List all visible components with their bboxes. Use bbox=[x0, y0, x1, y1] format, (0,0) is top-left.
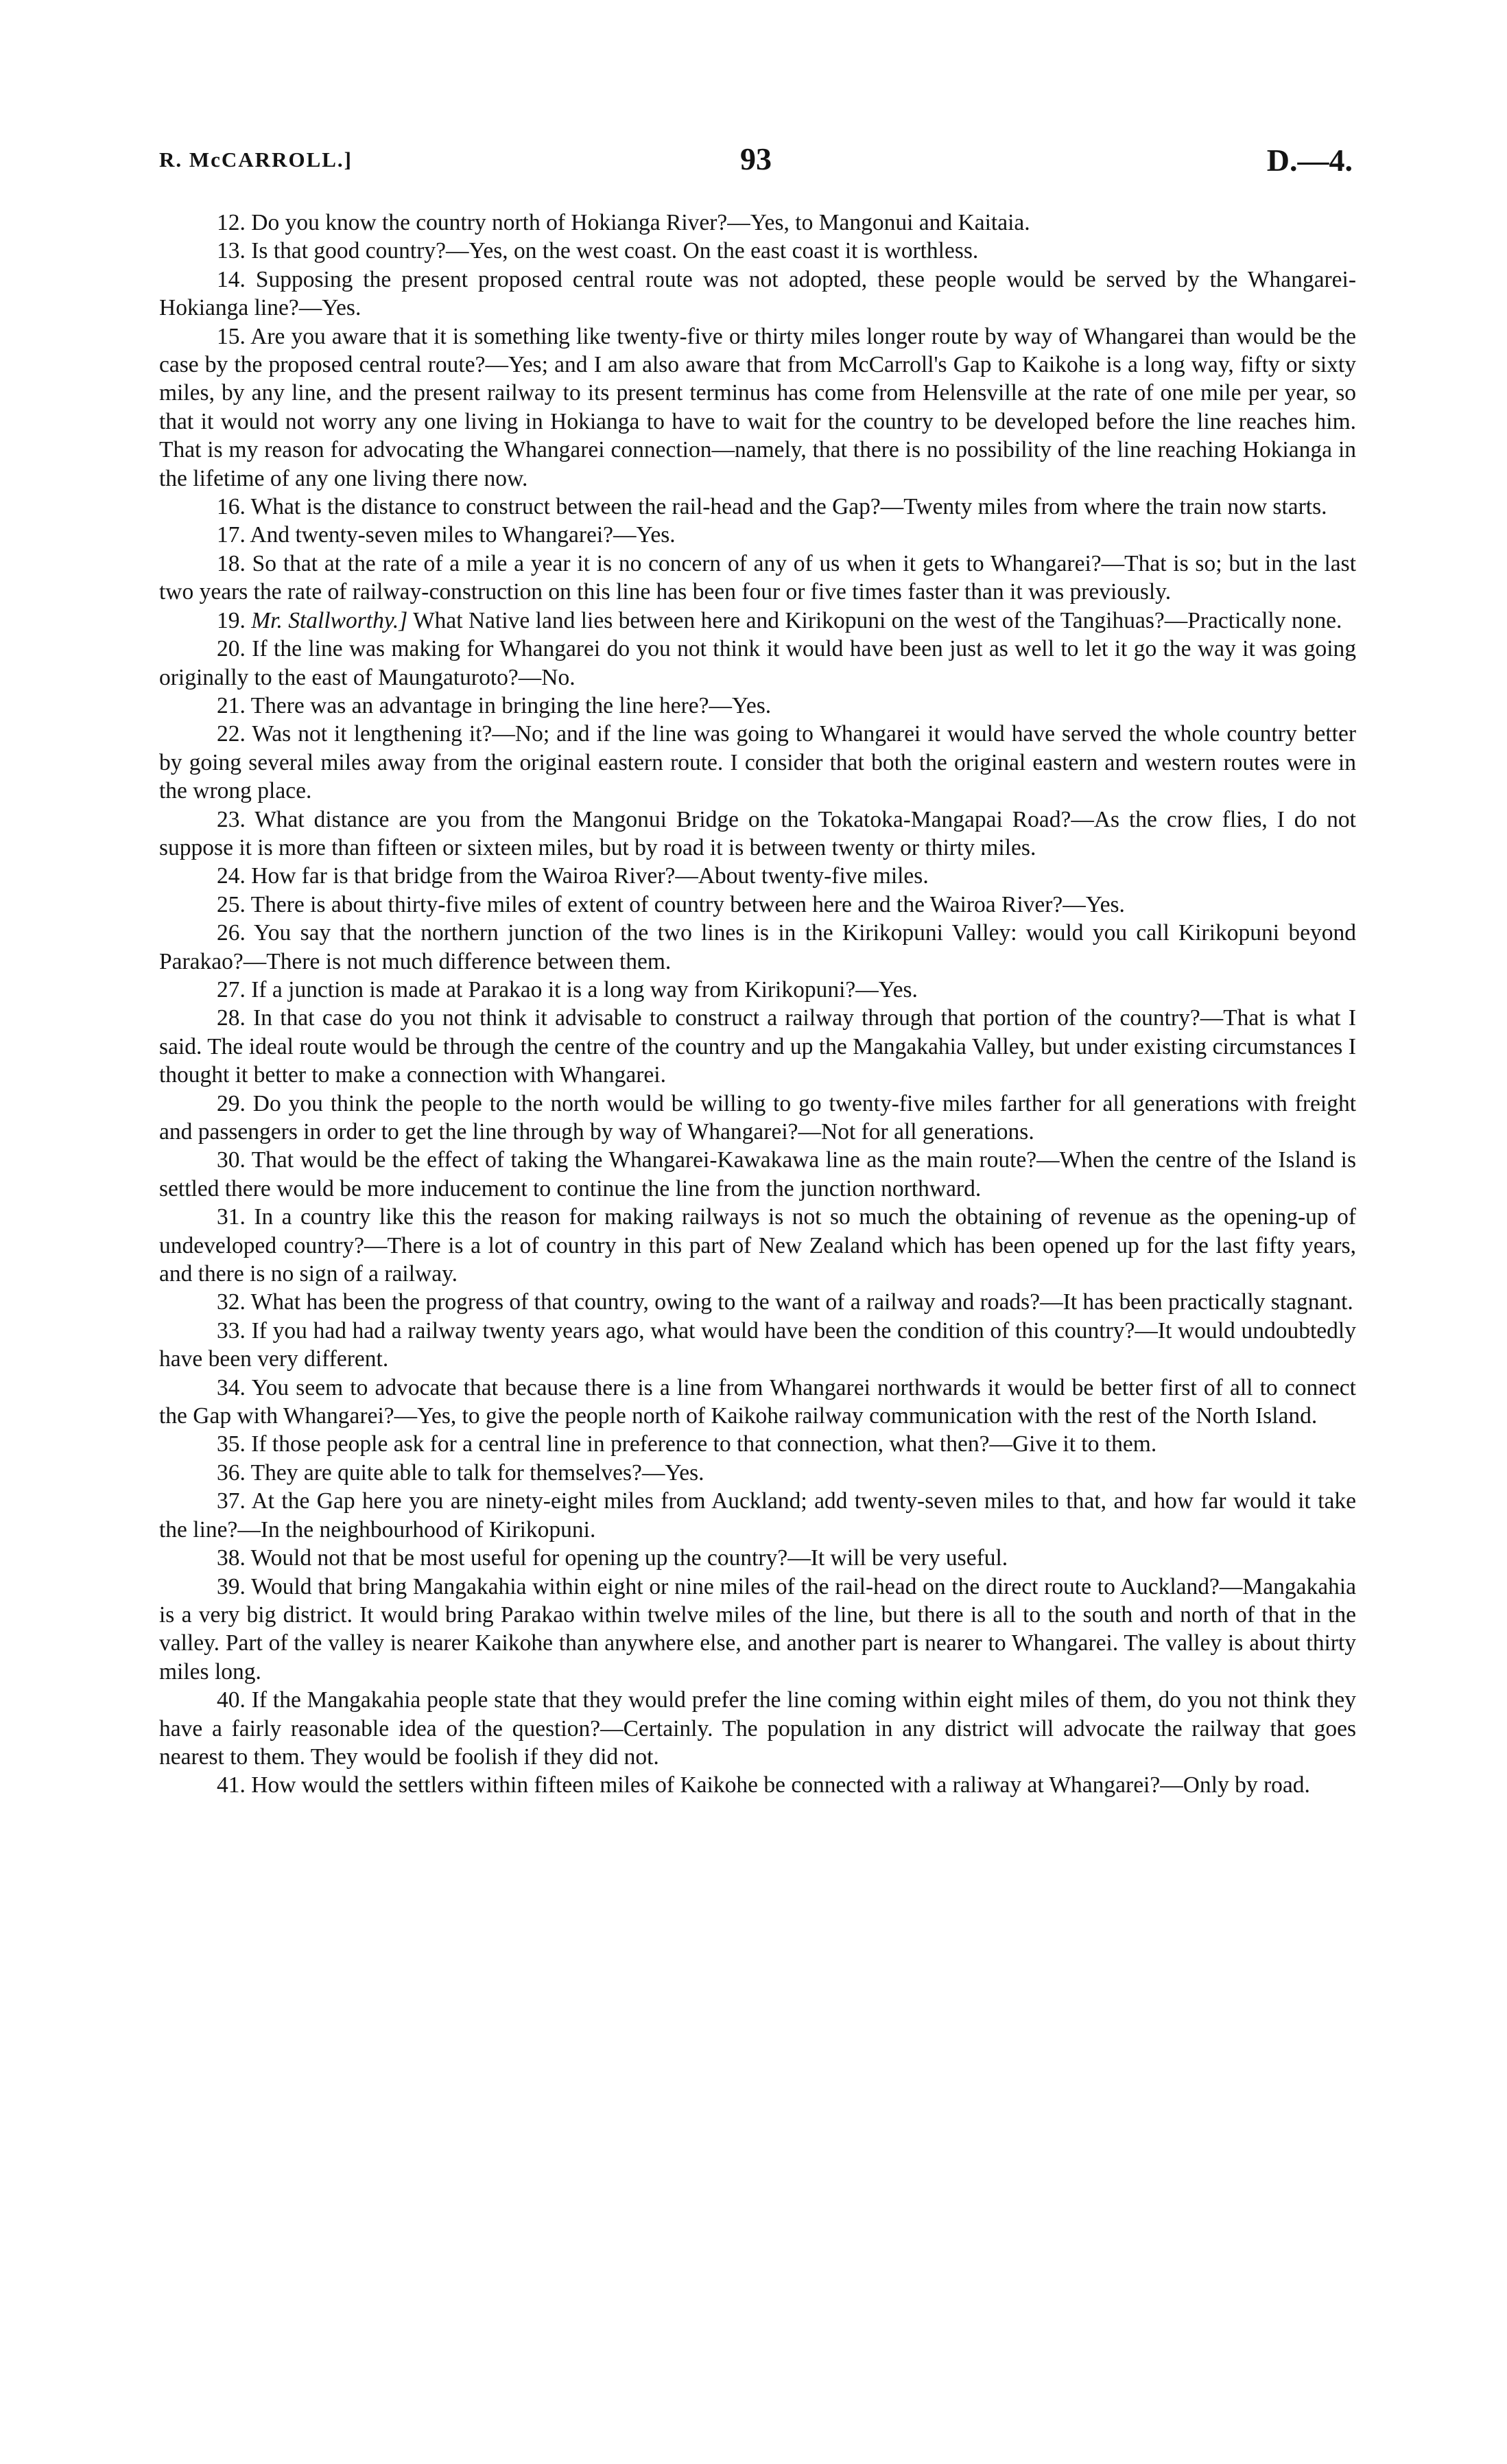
question-paragraph bbox=[159, 266, 1356, 322]
question-paragraph bbox=[159, 1288, 1356, 1316]
question-number: 20. bbox=[217, 636, 246, 662]
question-number: 12. bbox=[217, 210, 246, 235]
question-number: 38. bbox=[217, 1545, 246, 1571]
question-paragraph bbox=[159, 635, 1356, 692]
question-number: 15. bbox=[217, 323, 246, 349]
question-paragraph bbox=[159, 521, 1356, 549]
question-paragraph bbox=[159, 1374, 1356, 1431]
question-number: 30. bbox=[217, 1147, 246, 1173]
question-text: In that case do you not think it advisable to construct a railway through that portion of the country?—That is what I said. The ideal route would be through the centre of the country and up the Mangakahia Valley, but under existing circumstances I thought it better to make a connection with Whangarei. bbox=[159, 1005, 1357, 1088]
question-paragraph bbox=[159, 806, 1356, 863]
question-number: 31. bbox=[217, 1204, 246, 1230]
question-text: What is the distance to construct between the rail-head and the Gap?—Twenty miles from where the train now starts. bbox=[250, 494, 1327, 520]
question-paragraph bbox=[159, 1771, 1356, 1799]
question-text: Would not that be most useful for opening up the country?—It will be very useful. bbox=[250, 1545, 1008, 1571]
question-text: What Native land lies between here and Kirikopuni on the west of the Tangihuas?—Practically none. bbox=[413, 607, 1342, 633]
question-paragraph bbox=[159, 607, 1356, 635]
question-paragraph bbox=[159, 209, 1356, 237]
question-text: There is about thirty-five miles of extent of country between here and the Wairoa River?—Yes. bbox=[250, 891, 1125, 917]
question-text: How far is that bridge from the Wairoa River?—About twenty-five miles. bbox=[251, 863, 929, 889]
question-text: You say that the northern junction of the two lines is in the Kirikopuni Valley: would you call Kirikopuni beyond Parakao?—There is not much difference between them. bbox=[159, 920, 1356, 974]
question-text: And twenty-seven miles to Whangarei?—Yes. bbox=[250, 522, 676, 548]
question-paragraph bbox=[159, 1203, 1356, 1288]
question-number: 32. bbox=[217, 1289, 246, 1315]
question-number: 24. bbox=[217, 863, 246, 889]
question-paragraph bbox=[159, 891, 1356, 919]
question-number: 13. bbox=[217, 238, 246, 264]
question-text: If you had had a railway twenty years ago, what would have been the condition of this country?—It would undoubtedly have been very different. bbox=[159, 1317, 1356, 1372]
question-paragraph bbox=[159, 692, 1356, 720]
question-number: 21. bbox=[217, 692, 246, 718]
question-text: There was an advantage in bringing the line here?—Yes. bbox=[250, 692, 772, 718]
question-paragraph bbox=[159, 1686, 1356, 1771]
question-number: 36. bbox=[217, 1459, 246, 1486]
question-number: 18. bbox=[217, 550, 246, 576]
question-number: 27. bbox=[217, 976, 246, 1002]
question-paragraph bbox=[159, 919, 1356, 976]
question-text: If a junction is made at Parakao it is a long way from Kirikopuni?—Yes. bbox=[251, 976, 918, 1002]
question-paragraph bbox=[159, 1317, 1356, 1374]
question-paragraph bbox=[159, 1004, 1356, 1089]
question-text: That would be the effect of taking the Whangarei-Kawakawa line as the main route?—When the centre of the Island is settled there would be more inducement to continue the line from the junction northward. bbox=[159, 1147, 1356, 1201]
question-paragraph bbox=[159, 1487, 1356, 1544]
question-text: In a country like this the reason for making railways is not so much the obtaining of revenue as the opening-up of undeveloped country?—There is a lot of country in this part of New Zealand which has been opened up for the last fifty years, and there is no sign of a railway. bbox=[159, 1204, 1357, 1287]
question-text: Would that bring Mangakahia within eight or nine miles of the rail-head on the direct route to Auckland?—Mangakahia is a very big district. It would bring Parakao within twelve miles of the line, but there is all to the south and north of that in the valley. Part of the valley is nearer Kaikohe than anywhere else, and another part is nearer to Whangarei. The valley is about thirty miles long. bbox=[159, 1573, 1356, 1685]
question-number: 39. bbox=[217, 1573, 246, 1599]
question-text: At the Gap here you are ninety-eight miles from Auckland; add twenty-seven miles to that, and how far would it take the line?—In the neighbourhood of Kirikopuni. bbox=[159, 1488, 1356, 1542]
question-number: 22. bbox=[217, 721, 246, 747]
question-number: 41. bbox=[217, 1772, 246, 1798]
question-paragraph bbox=[159, 1430, 1356, 1458]
question-number: 28. bbox=[217, 1005, 246, 1031]
question-number: 26. bbox=[217, 920, 246, 946]
question-text: If those people ask for a central line in preference to that connection, what then?—Give it to them. bbox=[251, 1431, 1157, 1457]
question-paragraph bbox=[159, 493, 1356, 521]
question-text: Supposing the present proposed central route was not adopted, these people would be served by the Whangarei-Hokianga line?—Yes. bbox=[159, 266, 1357, 321]
question-text: Are you aware that it is something like twenty-five or thirty miles longer route by way of Whangarei than would be the case by the proposed central route?—Yes; and I am also aware that from McCarroll's Gap to Kaikohe is a long way, fifty or sixty miles, by any line, and the present railway to its present terminus has come from Helensville at the rate of one mile per year, so that it would not worry any one living in Hokianga to have to wait for the country to be developed before the line reaches him. That is my reason for advocating the Whangarei connection—namely, that there is no possibility of the line reaching Hokianga in the lifetime of any one living there now. bbox=[159, 323, 1356, 491]
question-number: 23. bbox=[217, 806, 246, 832]
question-text: What has been the progress of that country, owing to the want of a railway and roads?—It has been practically stagnant. bbox=[250, 1289, 1353, 1315]
question-number: 29. bbox=[217, 1090, 246, 1116]
question-number: 25. bbox=[217, 891, 246, 917]
question-text: If the Mangakahia people state that they would prefer the line coming within eight miles of them, do you not think they have a fairly reasonable idea of the question?—Certainly. The population in any district will advocate the railway that goes nearest to them. They would be foolish if they did not. bbox=[159, 1687, 1356, 1770]
question-number: 34. bbox=[217, 1374, 246, 1400]
question-number: 37. bbox=[217, 1488, 246, 1514]
question-number: 19. bbox=[217, 607, 246, 633]
page-number: 93 bbox=[740, 141, 772, 176]
question-number: 33. bbox=[217, 1317, 246, 1344]
question-paragraph bbox=[159, 1090, 1356, 1147]
question-text: Was not it lengthening it?—No; and if the line was going to Whangarei it would have served the whole country better by going several miles away from the original eastern route. I consider that both the original eastern and western routes were in the wrong place. bbox=[159, 721, 1356, 804]
question-number: 40. bbox=[217, 1687, 246, 1713]
question-paragraph bbox=[159, 550, 1356, 607]
speaker-name: Mr. Stallworthy.] bbox=[251, 607, 408, 633]
question-text: If the line was making for Whangarei do you not think it would have been just as well to let it go the way it was going originally to the east of Maungaturoto?—No. bbox=[159, 636, 1357, 690]
question-text: You seem to advocate that because there is a line from Whangarei northwards it would be better first of all to connect the Gap with Whangarei?—Yes, to give the people north of Kaikohe railway communication with the rest of the North Island. bbox=[159, 1374, 1356, 1429]
question-text: So that at the rate of a mile a year it is no concern of any of us when it gets to Whangarei?—That is so; but in the last two years the rate of railway-construction on this line has been four or five times faster than it was previously. bbox=[159, 550, 1356, 605]
question-number: 14. bbox=[217, 266, 246, 292]
page-header bbox=[159, 141, 1353, 182]
witness-name: R. McCARROLL.] bbox=[159, 148, 353, 172]
question-text: They are quite able to talk for themselves?—Yes. bbox=[250, 1459, 704, 1486]
document-reference: D.—4. bbox=[1266, 143, 1353, 178]
question-text: Do you think the people to the north would be willing to go twenty-five miles farther for all generations with freight and passengers in order to get the line through by way of Whangarei?—Not for all generations. bbox=[159, 1090, 1357, 1145]
question-paragraph bbox=[159, 237, 1356, 265]
question-text: What distance are you from the Mangonui Bridge on the Tokatoka-Mangapai Road?—As the crow flies, I do not suppose it is more than fifteen or sixteen miles, but by road it is between twenty or thirty miles. bbox=[159, 806, 1356, 860]
question-paragraph bbox=[159, 862, 1356, 890]
question-paragraph bbox=[159, 1146, 1356, 1203]
question-text: How would the settlers within fifteen miles of Kaikohe be connected with a raliway at Whangarei?—Only by road. bbox=[251, 1772, 1310, 1798]
question-paragraph bbox=[159, 1544, 1356, 1572]
question-text: Is that good country?—Yes, on the west coast. On the east coast it is worthless. bbox=[251, 238, 979, 264]
evidence-body bbox=[159, 209, 1356, 1800]
question-paragraph bbox=[159, 1459, 1356, 1487]
question-paragraph bbox=[159, 720, 1356, 805]
question-number: 35. bbox=[217, 1431, 246, 1457]
question-paragraph bbox=[159, 1573, 1356, 1687]
question-paragraph bbox=[159, 322, 1356, 493]
question-text: Do you know the country north of Hokianga River?—Yes, to Mangonui and Kaitaia. bbox=[251, 210, 1030, 235]
question-paragraph bbox=[159, 976, 1356, 1004]
question-number: 16. bbox=[217, 494, 246, 520]
question-number: 17. bbox=[217, 522, 246, 548]
